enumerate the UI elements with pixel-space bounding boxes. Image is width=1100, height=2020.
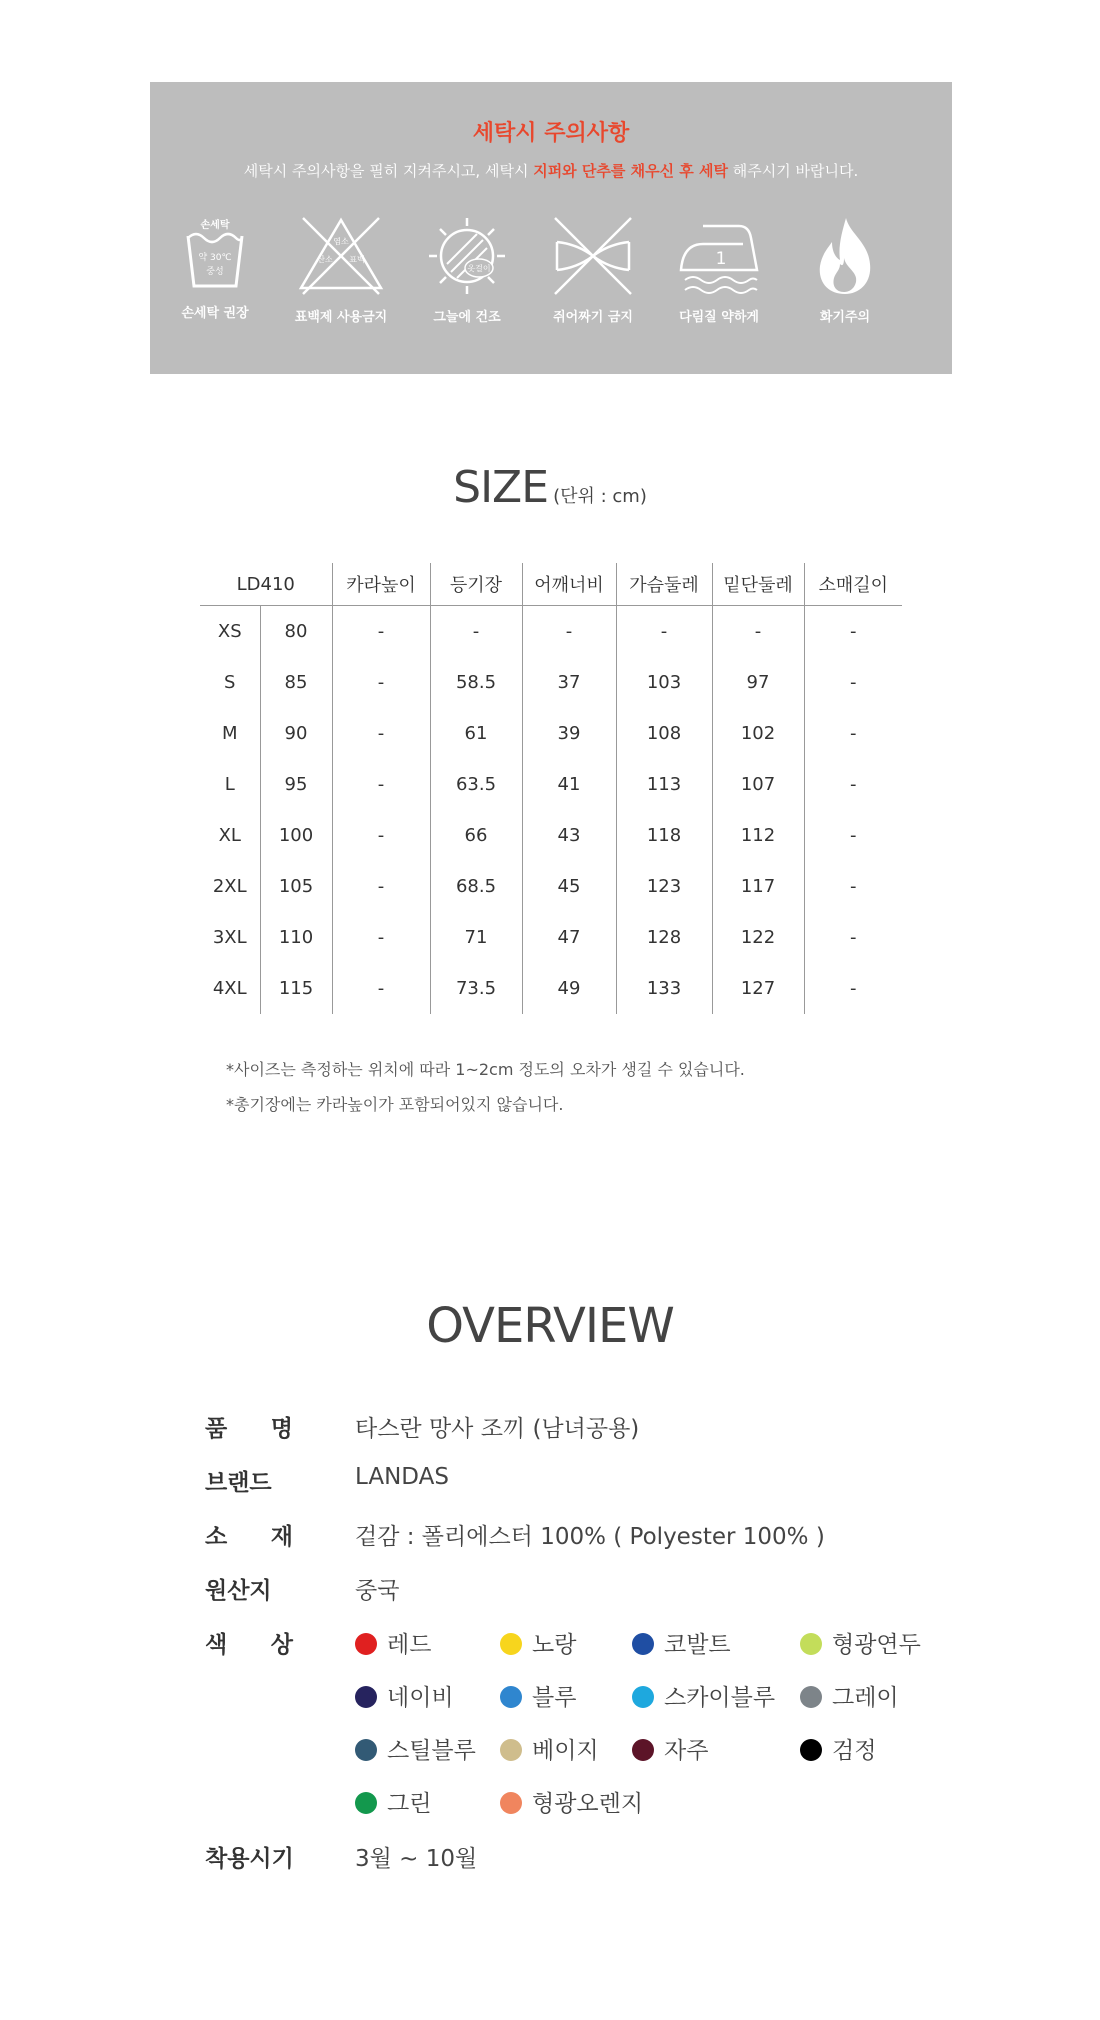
care-instructions-box [150, 82, 952, 374]
size-header-shoulder: 어깨너비 [522, 563, 616, 606]
size-label-cell: 2XL [212, 876, 247, 897]
size-unit: (단위 : cm) [553, 486, 647, 507]
overview-value: 타스란 망사 조끼 (남녀공용) [355, 1416, 640, 1442]
size-label-cell: 3XL [212, 927, 247, 948]
size-value-cell: 66 [430, 810, 522, 861]
size-value-cell: 63.5 [430, 759, 522, 810]
size-value-cell: 73.5 [430, 963, 522, 1014]
care-label: 다림질 약하게 [679, 310, 759, 325]
size-value-cell: - [804, 759, 902, 810]
size-value-cell: - [804, 606, 902, 658]
overview-key: 브랜드 [205, 1470, 272, 1496]
color-dot-icon [800, 1633, 822, 1655]
iron-low-icon [673, 214, 765, 296]
overview-value: 중국 [355, 1578, 400, 1604]
size-value-cell: 58.5 [430, 657, 522, 708]
size-value-cell: 41 [522, 759, 616, 810]
color-dot-icon [800, 1739, 822, 1761]
size-value-cell: 43 [522, 810, 616, 861]
color-dot-icon [632, 1686, 654, 1708]
color-swatch [355, 1679, 454, 1712]
care-label: 그늘에 건조 [433, 310, 501, 325]
size-value-cell: 117 [712, 861, 804, 912]
color-swatch [800, 1732, 876, 1765]
size-value-cell: - [332, 861, 430, 912]
size-value-cell: - [804, 657, 902, 708]
handwash-icon [180, 214, 250, 292]
care-desc-text: 세탁시 주의사항을 필히 지켜주시고, 세탁시 [243, 162, 534, 180]
color-label: 네이비 [387, 1685, 454, 1711]
handwash-detergent-text: 중성 [206, 267, 224, 277]
size-value-cell: - [804, 810, 902, 861]
size-value-cell: - [804, 861, 902, 912]
size-value-cell: 71 [430, 912, 522, 963]
color-label: 그레이 [832, 1685, 899, 1711]
size-table-row [200, 963, 902, 1014]
size-value-cell: 112 [712, 810, 804, 861]
color-swatch [500, 1732, 599, 1765]
color-label: 형광오렌지 [532, 1791, 644, 1817]
care-label: 쥐어짜기 금지 [553, 310, 633, 325]
size-value-cell: - [332, 759, 430, 810]
size-value-cell: - [616, 606, 712, 658]
size-value-cell: 85 [260, 657, 332, 708]
size-value-cell: 113 [616, 759, 712, 810]
size-value-cell: - [712, 606, 804, 658]
size-header-model: LD410 [200, 563, 332, 606]
overview-key: 색 상 [205, 1632, 293, 1658]
color-swatch [355, 1785, 431, 1818]
care-icon-row [150, 214, 952, 364]
size-value-cell: 39 [522, 708, 616, 759]
handwash-top-text: 손세탁 [200, 220, 230, 231]
no-bleach-icon [291, 214, 391, 296]
size-header-collar: 카라높이 [332, 563, 430, 606]
size-value-cell: - [332, 657, 430, 708]
color-label: 블루 [532, 1685, 577, 1711]
color-dot-icon [500, 1633, 522, 1655]
color-swatch [355, 1732, 476, 1765]
size-value-cell: 68.5 [430, 861, 522, 912]
size-label-cell: 4XL [212, 978, 247, 999]
no-wring-icon [547, 214, 639, 296]
size-header-hem: 밑단둘레 [712, 563, 804, 606]
care-desc-highlight: 지퍼와 단추를 채우신 후 세탁 [533, 162, 728, 180]
size-value-cell: 122 [712, 912, 804, 963]
care-item-no-wring [530, 214, 656, 325]
size-value-cell: 128 [616, 912, 712, 963]
size-value-cell: - [332, 810, 430, 861]
care-description [150, 160, 952, 181]
size-value-cell: 107 [712, 759, 804, 810]
shade-dry-icon [421, 214, 513, 296]
color-swatch [500, 1785, 643, 1818]
color-swatch [355, 1626, 431, 1659]
color-dot-icon [800, 1686, 822, 1708]
size-value-cell: 61 [430, 708, 522, 759]
care-label: 손세탁 권장 [181, 306, 249, 321]
color-label: 코발트 [664, 1632, 731, 1658]
size-table-row [200, 912, 902, 963]
size-value-cell: 90 [260, 708, 332, 759]
size-value-cell: - [522, 606, 616, 658]
bleach-left-text: 산소 [317, 255, 333, 264]
care-item-no-bleach [278, 214, 404, 325]
fire-icon [810, 214, 880, 296]
size-value-cell: 110 [260, 912, 332, 963]
size-table [200, 563, 902, 1014]
size-value-cell: - [804, 912, 902, 963]
color-label: 스틸블루 [387, 1738, 476, 1764]
color-swatch [500, 1679, 576, 1712]
care-item-iron [656, 214, 782, 325]
iron-level-text: 1 [715, 249, 727, 269]
color-label: 베이지 [532, 1738, 599, 1764]
size-header-chest: 가슴둘레 [616, 563, 712, 606]
overview-value: 겉감 : 폴리에스터 100% ( Polyester 100% ) [355, 1524, 825, 1550]
color-label: 검정 [832, 1738, 877, 1764]
size-value-cell: 105 [260, 861, 332, 912]
size-table-row [200, 657, 902, 708]
color-dot-icon [632, 1739, 654, 1761]
overview-value: 3월 ~ 10월 [355, 1846, 478, 1872]
color-swatch [632, 1626, 731, 1659]
size-table-row [200, 708, 902, 759]
size-value-cell: 37 [522, 657, 616, 708]
size-table-body [200, 606, 902, 1015]
size-value-cell: 103 [616, 657, 712, 708]
size-value-cell: 102 [712, 708, 804, 759]
size-value-cell: 95 [260, 759, 332, 810]
size-value-cell: 118 [616, 810, 712, 861]
size-label-cell: XS [217, 621, 242, 642]
overview-title: OVERVIEW [426, 1298, 674, 1354]
color-swatch [800, 1679, 899, 1712]
size-table-row [200, 810, 902, 861]
handwash-temp-text: 약 30℃ [198, 253, 232, 263]
color-swatch [632, 1679, 775, 1712]
care-item-handwash [152, 214, 278, 321]
size-value-cell: 127 [712, 963, 804, 1014]
color-swatch [800, 1626, 921, 1659]
size-value-cell: 133 [616, 963, 712, 1014]
size-value-cell: 47 [522, 912, 616, 963]
shade-text: 옷걸이 [467, 264, 491, 273]
color-dot-icon [355, 1686, 377, 1708]
color-label: 그린 [387, 1791, 432, 1817]
color-dot-icon [500, 1739, 522, 1761]
size-table-row [200, 861, 902, 912]
color-label: 자주 [664, 1738, 709, 1764]
overview-key: 착용시기 [205, 1846, 294, 1872]
color-label: 노랑 [532, 1632, 577, 1658]
size-label-cell: S [224, 672, 236, 693]
size-notes [226, 1052, 745, 1122]
size-header-sleeve: 소매길이 [804, 563, 902, 606]
color-label: 형광연두 [832, 1632, 921, 1658]
color-dot-icon [355, 1739, 377, 1761]
care-item-shade-dry [404, 214, 530, 325]
color-label: 스카이블루 [664, 1685, 776, 1711]
size-note: *사이즈는 측정하는 위치에 따라 1~2cm 정도의 오차가 생길 수 있습니다. [226, 1060, 745, 1079]
size-label-cell: L [224, 774, 235, 795]
care-title: 세탁시 주의사항 [472, 121, 630, 146]
size-heading [0, 462, 1100, 513]
overview-value: LANDAS [355, 1464, 449, 1490]
color-swatch [632, 1732, 708, 1765]
size-header-back-length: 등기장 [430, 563, 522, 606]
color-swatch [500, 1626, 576, 1659]
size-table-header [200, 563, 902, 606]
care-label: 화기주의 [819, 310, 871, 325]
size-value-cell: - [804, 708, 902, 759]
color-dot-icon [500, 1686, 522, 1708]
bleach-top-text: 염소 [333, 237, 349, 246]
size-value-cell: - [332, 606, 430, 658]
size-value-cell: - [332, 912, 430, 963]
size-label-cell: M [221, 723, 238, 744]
size-value-cell: 115 [260, 963, 332, 1014]
size-value-cell: 45 [522, 861, 616, 912]
size-value-cell: - [332, 708, 430, 759]
size-value-cell: 108 [616, 708, 712, 759]
size-title: SIZE [453, 462, 548, 513]
size-label-cell: XL [218, 825, 241, 846]
color-label: 레드 [387, 1632, 432, 1658]
color-dot-icon [355, 1792, 377, 1814]
overview-key: 소 재 [205, 1524, 293, 1550]
size-value-cell: - [332, 963, 430, 1014]
bleach-right-text: 표백 [349, 255, 365, 264]
size-value-cell: 80 [260, 606, 332, 658]
care-label: 표백제 사용금지 [294, 310, 388, 325]
size-value-cell: 123 [616, 861, 712, 912]
size-value-cell: - [430, 606, 522, 658]
overview-key: 원산지 [205, 1578, 272, 1604]
size-note: *총기장에는 카라높이가 포함되어있지 않습니다. [226, 1095, 564, 1114]
color-dot-icon [500, 1792, 522, 1814]
size-value-cell: - [804, 963, 902, 1014]
color-dot-icon [632, 1633, 654, 1655]
size-value-cell: 100 [260, 810, 332, 861]
care-item-fire [782, 214, 908, 325]
color-dot-icon [355, 1633, 377, 1655]
size-value-cell: 49 [522, 963, 616, 1014]
overview-key: 품 명 [205, 1416, 293, 1442]
size-table-row [200, 759, 902, 810]
care-desc-text-end: 해주시기 바랍니다. [727, 162, 859, 180]
size-table-row [200, 606, 902, 658]
size-value-cell: 97 [712, 657, 804, 708]
